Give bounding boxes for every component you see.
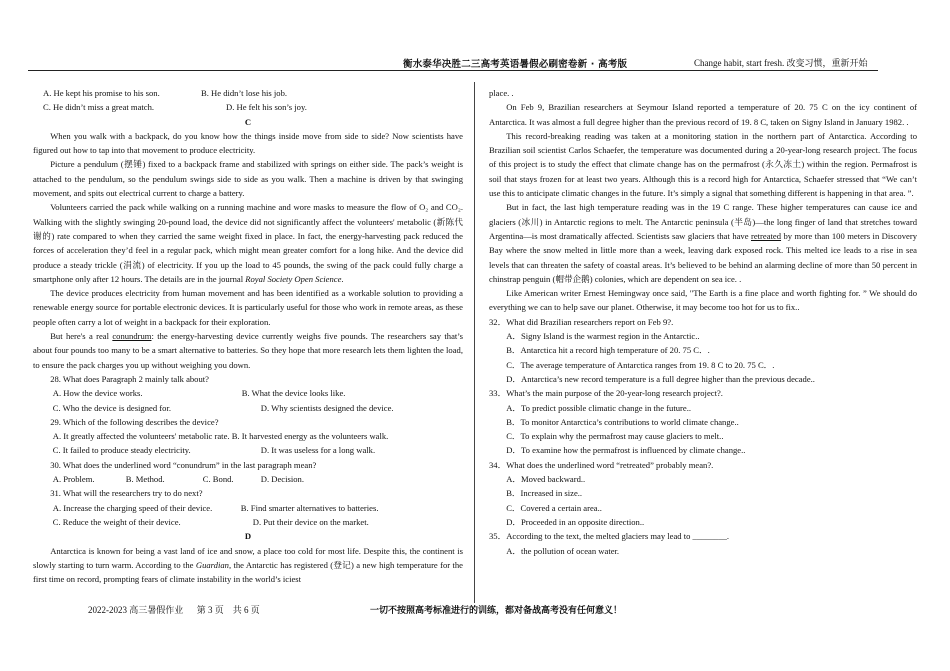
q30-option-c: C. Bond. (202, 474, 234, 485)
question-30: 30. What does the underlined word “conundrum” in the last paragraph mean? (50, 459, 317, 470)
q30-options (33, 472, 463, 486)
passage-d-p5: Like American writer Ernest Hemingway once said, "The Earth is a fine place and worth fighting for. ” We should do everything we can to help save our planet. Otherwise, it may become too hot for us to fix.. (489, 288, 917, 313)
passage-c-p3-text: Volunteers carried the pack while walking on a running machine and wore masks to measure the flow of O₂ and CO₂. Walking with the slightly swinging 20-pound load, the device did not significantly affect the volunteers' metabolic (新陈代谢的) rate compared to when they carried the same weight fixed in place. In fact, the energy-harvesting pack reduced the forces of acceleration they’d feel in a regular pack, which might mean greater comfort for a long hike. And the device did produce a steady trickle (涓流) of electricity. If you up the load to 45 pounds, the swing of the pack could fully charge a smartphone only after 12 hours. The details are in the journal (33, 202, 463, 284)
header-motto: Change habit, start fresh. 改变习惯，重新开始 (694, 58, 868, 68)
footer-page-info: 2022-2023 高三暑假作业 第 3 页 共 6 页 (88, 605, 260, 615)
options-row-ab (33, 86, 463, 100)
q33-option-a: A．To predict possible climatic change in the future.. (506, 402, 692, 413)
q31-option-b: B. Find smarter alternatives to batteries. (240, 502, 379, 513)
q35-option-a: A．the pollution of ocean water. (506, 545, 620, 556)
question-34: 34．What does the underlined word “retreated” probably mean?. (489, 459, 714, 470)
q34-option-b: B．Increased in size.. (506, 488, 583, 499)
passage-d-p4 (489, 200, 917, 286)
question-29: 29. Which of the following describes the device? (50, 416, 219, 427)
option-c: C. He didn’t miss a great match. (43, 102, 155, 113)
passage-c-p4: The device produces electricity from human movement and has been identified as a workable solution to providing a renewable energy source for portable electronic devices. It is particularly useful for those who work in remote areas, as these people often carry a lot of weight in a backpack for their exploration. (33, 288, 463, 327)
option-b: B. He didn’t lose his job. (201, 88, 288, 98)
q34-option-a: A．Moved backward.. (506, 474, 586, 485)
passage-d-p2: On Feb 9, Brazilian researchers at Seymour Island reported a temperature of 20. 75 C on the icy continent of Antarctica. It was almost a full degree higher than the previous record of 19. 8 C, taken on Signy Island in January 1982. . (489, 102, 917, 127)
question-28: 28. What does Paragraph 2 mainly talk about? (50, 373, 209, 384)
options-row-cd (33, 100, 463, 114)
q31-options-cd (33, 515, 463, 529)
page-header (0, 0, 950, 80)
q28-options-ab (33, 386, 463, 400)
q29-option-b: B. It harvested energy as the volunteers walk. (231, 431, 389, 442)
passage-c-p5-end: : the energy-harvesting device currently weighs five pounds. The researchers say that’s about four pounds too many to be a smart alternative to batteries. So they hope that more research lets them lighten the load, to ensure the pack charges you up without weighing you down. (33, 331, 463, 370)
footer-slogan: 一切不按照高考标准进行的训练，都对备战高考没有任何意义！ (370, 606, 623, 616)
q29-options-ab (33, 429, 463, 443)
newspaper-name: Guardian (195, 559, 229, 570)
option-d: D. He felt his son’s joy. (226, 102, 307, 113)
question-31: 31. What will the researchers try to do next? (50, 488, 203, 499)
q34-option-c: C．Covered a certain area.. (506, 502, 602, 513)
q28-option-b: B. What the device looks like. (241, 388, 346, 399)
question-33: 33．What’s the main purpose of the 20-year-long research project?. (489, 388, 723, 399)
passage-d-p1 (33, 544, 463, 587)
passage-c-p3 (33, 200, 463, 286)
question-35: 35．According to the text, the melted glaciers may lead to ________. (489, 531, 730, 542)
q29-option-d: D. It was useless for a long walk. (260, 445, 376, 456)
passage-c-p1: When you walk with a backpack, do you know how the things inside move from side to side? Now scientists have figured out how to tap into that movement to produce electricity. (33, 130, 463, 156)
q29-option-a: A. It greatly affected the volunteers' metabolic rate. (52, 431, 230, 442)
passage-d-continued: place. . (489, 88, 514, 98)
q32-option-b: B．Antarctica hit a record high temperature of 20. 75 C．. (506, 345, 710, 356)
passage-c-p3-end: . (341, 273, 344, 284)
passage-d-p1-end: , the Antarctic has registered (登记) a new high temperature for the first time on record, prompting fears of climate instability in the world’s iciest (33, 559, 463, 585)
header-rule (28, 70, 878, 71)
passage-d-p1-start: Antarctica is known for being a vast land of ice and snow, a place too cold for most life. Despite this, the continent is slowly starting to turn warm. According to the (33, 545, 463, 570)
section-d-heading: D (244, 531, 252, 542)
q34-option-d: D．Proceeded in an opposite direction.. (506, 516, 645, 527)
q33-option-b: B．To monitor Antarctica’s contributions to world climate change.. (506, 416, 739, 427)
passage-d-p4-end: by more than 100 meters in Discovery Bay where the snow melted in little more than a week, leaving dark exposed rock. This melted ice leads to a rise in sea levels that can threaten the safety of coastal areas. It’s believed to be behind an alarming decline of more than 50 percent in chinstrap penguin (帽带企鹅) colonies, which are dependent on sea ice. . (489, 230, 917, 284)
question-32: 32．What did Brazilian researchers report on Feb 9?. (489, 316, 674, 327)
q33-option-d: D．To examine how the permafrost is influenced by climate change.. (506, 445, 746, 456)
q30-option-a: A. Problem. (52, 474, 95, 485)
q28-options-cd (33, 401, 463, 415)
journal-name: Royal Society Open Science (245, 273, 342, 284)
q31-option-d: D. Put their device on the market. (252, 516, 369, 527)
column-divider (474, 82, 475, 603)
underlined-word-retreated: retreated (750, 230, 782, 241)
header-title: 衡水泰华决胜二三高考英语暑假必刷密卷新 · 高考版 (403, 59, 628, 70)
q30-option-b: B. Method. (125, 474, 165, 485)
passage-c-p2: Picture a pendulum (摆锤) fixed to a backpack frame and stabilized with springs on either side. The pack’s weight is attached to the pendulum, so the pendulum swings side to side as you walk. Then a machine is driven by that swinging movement, and spits out electrical current to charge a battery. (33, 159, 463, 199)
q32-option-a: A．Signy Island is the warmest region in the Antarctic.. (506, 331, 700, 342)
passage-c-p5-start: But here's a real (50, 331, 113, 342)
q31-option-c: C. Reduce the weight of their device. (52, 516, 181, 527)
q32-option-d: D．Antarctica’s new record temperature is a full degree higher than the previous decade.. (506, 373, 815, 384)
right-column (489, 86, 917, 558)
underlined-word-conundrum: conundrum (112, 331, 152, 342)
q32-option-c: C．The average temperature of Antarctica ranges from 19. 8 C to 20. 75 C．. (506, 359, 775, 370)
left-column (33, 86, 463, 586)
section-c-heading: C (244, 116, 252, 127)
q28-option-d: D. Why scientists designed the device. (260, 402, 394, 413)
passage-d-p4-start: But in fact, the last high temperature reading was in the 19 C range. These higher temperatures can cause ice and glaciers (冰川) in Antarctic regions to melt. The Antarctic peninsula (半岛)—the long finger of land that stretches toward Argentina—is most dramatically affected. Scientists saw glaciers that have (489, 202, 917, 241)
q31-options-ab (33, 501, 463, 515)
q30-option-d: D. Decision. (260, 474, 304, 485)
q28-option-c: C. Who the device is designed for. (52, 402, 171, 413)
q31-option-a: A. Increase the charging speed of their device. (52, 502, 213, 513)
q29-option-c: C. It failed to produce steady electricity. (52, 445, 191, 456)
q28-option-a: A. How the device works. (52, 388, 143, 399)
option-a: A. He kept his promise to his son. (43, 88, 160, 98)
q33-option-c: C．To explain why the permafrost may cause glaciers to melt.. (506, 431, 724, 442)
q29-options-cd (33, 443, 463, 457)
passage-c-p5 (33, 329, 463, 372)
passage-d-p3: This record-breaking reading was taken at a monitoring station in the northern part of Antarctica. According to Brazilian soil scientist Carlos Schaefer, the temperature was documented during a 20-year-long research project. The focus of this project is to study the effect that climate change has on the permafrost (永久冻土) within the region. Permafrost is soil that stays frozen for at least two years. Although this is a record high for Antarctica, Schaefer stressed that “We can’t use this to anticipate climatic changes in the future. It’s simply a signal that something different is happening in that area. ”. (489, 130, 917, 199)
